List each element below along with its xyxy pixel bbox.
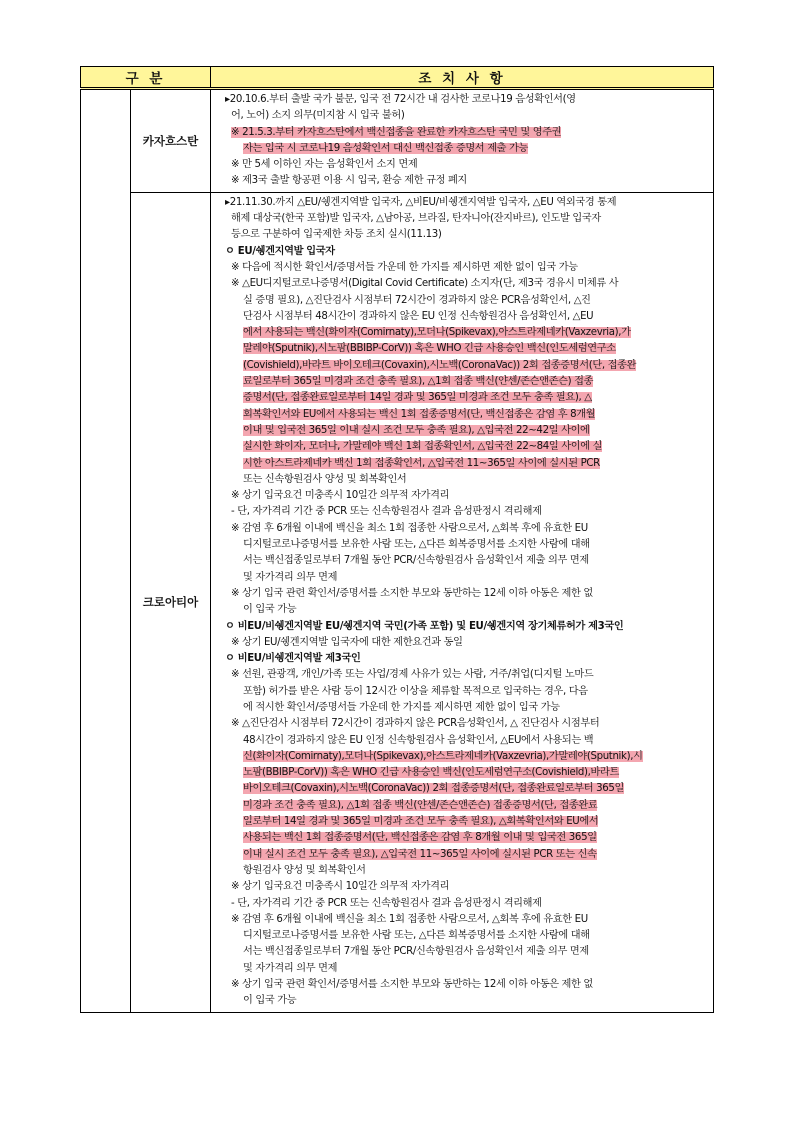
line-text: ※ 선원, 관광객, 개인/가족 또는 사업/경제 사유가 있는 사람, 거주/취업(디지털 노마드 [231,669,594,681]
line-text: 항원검사 양성 및 회복확인서 [243,864,366,876]
table-row-kazakhstan [81,89,714,193]
highlighted-text: 이내 실시 조건 모두 충족 필요), △입국전 11~365일 사이에 실시된 PCR 또는 신속 [243,848,597,860]
text-line [217,293,709,309]
text-line [217,390,709,406]
text-line [217,309,709,325]
line-text: ※ △EU디지털코로나증명서(Digital Covid Certificate) 소지자(단, 제3국 경유시 미체류 사 [231,278,619,290]
text-line [217,358,709,374]
line-text: 이 입국 가능 [243,604,297,616]
line-text: 이 입국 가능 [243,995,297,1007]
croatia-measures [211,192,714,1012]
kazakhstan-measures [211,89,714,193]
text-line [217,896,709,912]
text-line [217,195,709,211]
text-line [217,684,709,700]
text-line [217,325,709,341]
text-line [217,586,709,602]
highlighted-text: 시한 아스트라제네카 백신 1회 접종확인서, △입국전 11~365일 사이에 실시된 PCR [243,457,600,469]
text-line [217,141,709,157]
text-line [217,92,709,108]
text-line [217,244,709,260]
line-text: 해제 대상국(한국 포함)발 입국자, △남아공, 브라질, 탄자니아(잔지바르), 인도발 입국자 [231,213,601,225]
line-text: ※ 상기 입국 관련 확인서/증명서를 소지한 부모와 동반하는 12세 이하 아동은 제한 없 [231,587,593,599]
highlighted-text: 이내 및 입국전 365일 이내 실시 조건 모두 충족 필요), △입국전 22~42일 사이에 [243,424,590,436]
line-text: ※ 다음에 적시한 확인서/증명서들 가운데 한 가지를 제시하면 제한 없이 입국 가능 [231,261,578,273]
text-line [217,781,709,797]
header-measures: 조 치 사 항 [211,67,714,89]
line-text: 48시간이 경과하지 않은 EU 인정 신속항원검사 음성확인서, △EU에서 사용되는 백 [243,734,594,746]
line-text: ※ 상기 입국 관련 확인서/증명서를 소지한 부모와 동반하는 12세 이하 아동은 제한 없 [231,979,593,991]
header-category: 구 분 [81,67,211,89]
text-line [217,635,709,651]
text-line [217,798,709,814]
line-text: 등으로 구분하여 입국제한 차등 조치 실시(11.13) [231,229,442,241]
region-cell [81,89,131,1013]
line-text: 실 증명 필요), △진단검사 시점부터 72시간이 경과하지 않은 PCR음성확인서, △진 [243,294,591,306]
table-row-croatia [81,192,714,1012]
highlighted-text: 자는 입국 시 코로나19 음성확인서 대신 백신접종 증명서 제출 가능 [243,142,529,154]
text-line [217,537,709,553]
highlighted-text: 실시한 화이자, 모더나, 가말레야 백신 1회 접종확인서, △입국전 22~84일 사이에 실 [243,441,603,453]
line-text: ※ △진단검사 시점부터 72시간이 경과하지 않은 PCR음성확인서, △ 진단검사 시점부터 [231,718,600,730]
text-line [217,407,709,423]
line-text: 또는 신속항원검사 양성 및 회복확인서 [243,473,407,485]
text-line [217,961,709,977]
highlighted-text: 에서 사용되는 백신(화이자(Comirnaty),모더나(Spikevax),아스트라제네카(Vaxzevria),가 [243,327,631,339]
text-line [217,765,709,781]
text-line [217,977,709,993]
measures-table [80,66,714,1013]
line-text: ※ 상기 입국요건 미충족시 10일간 의무적 자가격리 [231,881,450,893]
text-line [217,341,709,357]
line-text: 단검사 시점부터 48시간이 경과하지 않은 EU 인정 신속항원검사 음성확인서, △EU [243,310,594,322]
text-line [217,456,709,472]
line-text: 서는 백신접종일로부터 7개월 동안 PCR/신속항원검사 음성확인서 제출 의무 면제 [243,946,589,958]
line-text: 에 적시한 확인서/증명서들 가운데 한 가지를 제시하면 제한 없이 입국 가능 [243,701,560,713]
table-header-row [81,67,714,89]
highlighted-text: (Covishield),바라트 바이오테크(Covaxin),시노백(CoronaVac)) 2회 접종증명서(단, 접종완 [243,359,637,371]
line-text: ※ 상기 입국요건 미충족시 10일간 의무적 자가격리 [231,490,450,502]
text-line [217,108,709,124]
line-text: ※ 감염 후 6개월 이내에 백신을 최소 1회 접종한 사람으로서, △회복 후에 유효한 EU [231,913,588,925]
text-line [217,716,709,732]
line-text: 서는 백신접종일로부터 7개월 동안 PCR/신속항원검사 음성확인서 제출 의무 면제 [243,555,589,567]
text-line [217,847,709,863]
text-line [217,863,709,879]
text-line [217,912,709,928]
text-line [217,928,709,944]
text-line [217,667,709,683]
highlighted-text: 바이오테크(Covaxin),시노백(CoronaVac)) 2회 접종증명서(단, 접종완료일로부터 365일 [243,783,625,795]
text-line [217,651,709,667]
text-line [217,700,709,716]
highlighted-text: ※ 21.5.3.부터 카자흐스탄에서 백신접종을 완료한 카자흐스탄 국민 및 영주권 [231,126,562,138]
text-line [217,504,709,520]
text-line [217,472,709,488]
line-text: 어, 노어) 소지 의무(미지참 시 입국 불허) [231,110,405,122]
line-text: 디지털코로나증명서를 보유한 사람 또는, △다른 회복증명서를 소지한 사람에 대해 [243,539,590,551]
text-line [217,276,709,292]
text-line [217,619,709,635]
line-text: 디지털코로나증명서를 보유한 사람 또는, △다른 회복증명서를 소지한 사람에 대해 [243,930,590,942]
text-line [217,602,709,618]
line-text: ㅇ EU/쉥겐지역발 입국자 [225,245,335,257]
text-line [217,553,709,569]
text-line [217,374,709,390]
line-text: ※ 상기 EU/쉥겐지역발 입국자에 대한 제한요건과 동일 [231,636,463,648]
text-line [217,260,709,276]
line-text: ㅇ 비EU/비쉥겐지역발 제3국인 [225,653,361,665]
line-text: - 단, 자가격리 기간 중 PCR 또는 신속항원검사 결과 음성판정시 격리해제 [231,897,542,909]
text-line [217,521,709,537]
highlighted-text: 노팜(BBIBP-CorV)) 혹은 WHO 긴급 사용승인 백신(인도세럼연구소(Covishield),바라트 [243,767,620,779]
text-line [217,488,709,504]
line-text: 및 자가격리 의무 면제 [243,571,338,583]
highlighted-text: 증명서(단, 접종완료일로부터 14일 경과 및 365일 미경과 조건 모두 충족 필요), △ [243,392,592,404]
line-text: 포함) 허가를 받은 사람 등이 12시간 이상을 체류할 목적으로 입국하는 경우, 다음 [243,685,588,697]
text-line [217,830,709,846]
text-line [217,879,709,895]
country-croatia: 크로아티아 [131,192,211,1012]
text-line [217,211,709,227]
highlighted-text: 료일로부터 365일 미경과 조건 충족 필요), △1회 접종 백신(얀센/존슨앤존슨) 접종 [243,376,594,388]
text-line [217,125,709,141]
line-text: 및 자가격리 의무 면제 [243,962,338,974]
line-text: ※ 제3국 출발 항공편 이용 시 입국, 환승 제한 규정 폐지 [231,175,467,187]
text-line [217,993,709,1009]
line-text: ▸21.11.30.까지 △EU/쉥겐지역발 입국자, △비EU/비쉥겐지역발 입국자, △EU 역외국경 통제 [225,196,617,208]
highlighted-text: 사용되는 백신 1회 접종증명서(단, 백신접종은 감염 후 8개월 이내 및 입국전 365일 [243,832,597,844]
line-text: ※ 만 5세 이하인 자는 음성확인서 소지 면제 [231,159,418,171]
text-line [217,733,709,749]
text-line [217,439,709,455]
text-line [217,814,709,830]
text-line [217,944,709,960]
highlighted-text: 미경과 조건 충족 필요), △1회 접종 백신(얀센/존슨앤존슨) 접종증명서(단, 접종완료 [243,799,598,811]
text-line [217,173,709,189]
line-text: ㅇ 비EU/비쉥겐지역발 EU/쉥겐지역 국민(가족 포함) 및 EU/쉥겐지역 장기체류허가 제3국인 [225,620,624,632]
text-line [217,157,709,173]
text-line [217,423,709,439]
highlighted-text: 회복확인서와 EU에서 사용되는 백신 1회 접종증명서(단, 백신접종은 감염 후 8개월 [243,408,596,420]
highlighted-text: 말레야(Sputnik),시노팜(BBIBP-CorV)) 혹은 WHO 긴급 사용승인 백신(인도세럼연구소 [243,343,616,355]
line-text: ▸20.10.6.부터 출발 국가 불문, 입국 전 72시간 내 검사한 코로나19 음성확인서(영 [225,94,576,105]
highlighted-text: 일로부터 14일 경과 및 365일 미경과 조건 모두 충족 필요), △회복확인서와 EU에서 [243,816,599,828]
text-line [217,749,709,765]
highlighted-text: 신(화이자(Comirnaty),모더나(Spikevax),아스트라제네카(Vaxzevria),가말레야(Sputnik),시 [243,750,643,762]
text-line [217,570,709,586]
country-kazakhstan: 카자흐스탄 [131,89,211,193]
line-text: - 단, 자가격리 기간 중 PCR 또는 신속항원검사 결과 음성판정시 격리해제 [231,506,542,518]
text-line [217,227,709,243]
line-text: ※ 감염 후 6개월 이내에 백신을 최소 1회 접종한 사람으로서, △회복 후에 유효한 EU [231,522,588,534]
